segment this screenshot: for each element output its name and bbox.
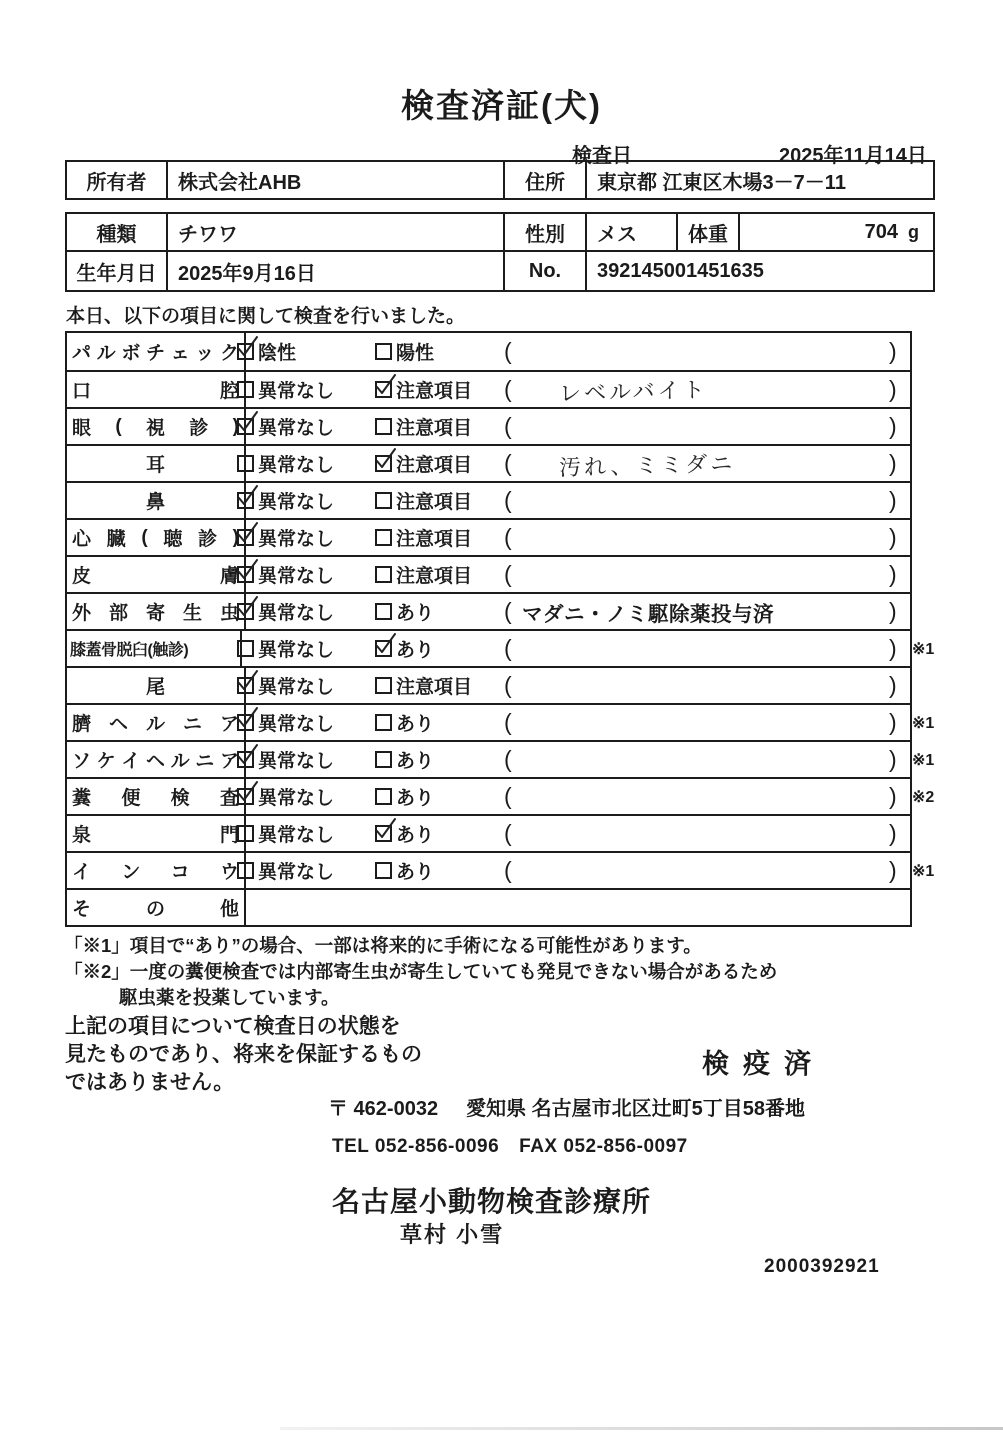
exam-row-label: 耳 — [67, 446, 246, 481]
clinic-name: 名古屋小動物検査診療所 — [332, 1186, 652, 1217]
footnote-mark: ※1 — [912, 640, 935, 658]
weight-label: 体重 — [678, 214, 740, 250]
check-stroke — [236, 743, 259, 768]
label-char: 生 — [182, 603, 202, 624]
close-paren: ) — [889, 635, 897, 661]
owner-value: 株式会社AHB — [168, 162, 505, 198]
no-value: 392145001451635 — [597, 259, 764, 282]
label-char: ヘ — [108, 714, 128, 735]
exam-row — [67, 814, 910, 851]
exam-row — [67, 370, 910, 407]
close-paren: ) — [889, 598, 897, 624]
close-paren: ) — [889, 820, 897, 846]
label-char: 査 — [219, 788, 239, 809]
checkbox-unchecked-icon — [375, 862, 392, 879]
check-stroke — [236, 558, 259, 583]
label-char: パ — [72, 343, 92, 364]
exam-row — [67, 851, 935, 888]
checkbox-unchecked-icon — [375, 788, 392, 805]
close-paren: ) — [889, 376, 897, 402]
option-label: あり — [396, 714, 435, 735]
exam-row-label — [67, 705, 246, 740]
birth-value: 2025年9月16日 — [168, 252, 505, 290]
close-paren: ) — [889, 672, 897, 698]
check-stroke — [236, 335, 259, 360]
exam-row — [67, 592, 910, 629]
exam-option — [237, 483, 334, 518]
option-label: あり — [396, 825, 435, 846]
open-paren: ( — [504, 524, 512, 550]
exam-option — [375, 779, 434, 814]
exam-row — [67, 407, 910, 444]
option-label: 異常なし — [258, 603, 335, 624]
open-paren: ( — [504, 672, 512, 698]
label-char: 虫 — [219, 603, 239, 624]
label-char: ( — [115, 415, 122, 437]
exam-option — [375, 483, 472, 518]
checkbox-unchecked-icon — [375, 418, 392, 435]
check-stroke — [236, 669, 259, 694]
owner-label: 所有者 — [67, 162, 168, 198]
check-stroke — [236, 410, 259, 435]
weight-value-cell — [740, 214, 933, 250]
option-label: 注意項目 — [396, 529, 473, 550]
option-label: 異常なし — [258, 640, 335, 661]
close-paren: ) — [889, 487, 897, 513]
label-char: 膚 — [219, 566, 239, 587]
check-stroke — [374, 373, 397, 398]
checkbox-unchecked-icon — [237, 381, 254, 398]
disclaimer-line: 見たものであり、将来を保証するもの — [65, 1043, 422, 1066]
close-paren: ) — [889, 338, 897, 364]
label-char: そ — [72, 899, 92, 920]
exam-option — [237, 333, 296, 370]
checkbox-checked-icon — [237, 714, 254, 731]
exam-row-label: 鼻 — [67, 483, 246, 518]
label-char: ア — [219, 751, 239, 772]
label-char: 視 — [145, 418, 165, 439]
check-stroke — [236, 595, 259, 620]
weight-value: 704 — [864, 220, 898, 243]
owner-table — [65, 160, 935, 200]
exam-row — [67, 777, 935, 814]
disclaimer-line: 上記の項目について検査日の状態を — [65, 1015, 401, 1038]
sex-value: メス — [587, 214, 678, 250]
label-char: ) — [232, 526, 239, 548]
label-char: ( — [141, 526, 148, 548]
breed-label: 種類 — [67, 214, 168, 250]
option-label: 注意項目 — [396, 455, 473, 476]
clinic-fax: FAX 052-856-0097 — [519, 1136, 688, 1157]
label-char: ニ — [182, 714, 202, 735]
option-label: 異常なし — [258, 788, 335, 809]
check-stroke — [374, 817, 397, 842]
exam-row-label — [67, 594, 246, 629]
label-char: ェ — [170, 343, 190, 364]
quarantine-stamp: 検疫済 — [702, 1049, 825, 1079]
option-label: 異常なし — [258, 529, 335, 550]
address-value: 東京都 江東区木場3－7－11 — [597, 171, 846, 194]
exam-row-label — [67, 557, 246, 592]
check-stroke — [236, 706, 259, 731]
checkbox-unchecked-icon — [237, 825, 254, 842]
option-label: あり — [396, 603, 435, 624]
option-label: あり — [396, 640, 435, 661]
exam-option — [375, 742, 434, 777]
birth-row — [67, 252, 933, 290]
label-char: ア — [219, 714, 239, 735]
open-paren: ( — [504, 338, 512, 364]
label-char: ) — [232, 415, 239, 437]
disclaimer-line: ではありません。 — [65, 1071, 235, 1094]
footnote-mark: ※1 — [912, 862, 935, 880]
label-char: ク — [219, 343, 239, 364]
option-label: 注意項目 — [396, 418, 473, 439]
exam-option — [237, 853, 334, 888]
label-char: 門 — [219, 825, 239, 846]
label-char: 診 — [189, 418, 209, 439]
exam-row-label — [67, 333, 246, 370]
checkbox-unchecked-icon — [375, 603, 392, 620]
sex-label: 性別 — [505, 214, 587, 250]
footnote-2-line2: 駆虫薬を投薬しています。 — [119, 987, 340, 1008]
checkbox-unchecked-icon — [375, 677, 392, 694]
option-label: 注意項目 — [396, 677, 473, 698]
exam-row — [67, 740, 935, 777]
exam-row — [67, 888, 910, 925]
label-char: ボ — [121, 343, 141, 364]
option-label: あり — [396, 788, 435, 809]
checkbox-checked-icon — [375, 381, 392, 398]
close-paren: ) — [889, 524, 897, 550]
label-char: ル — [170, 751, 190, 772]
label-char: 泉 — [72, 825, 92, 846]
handwritten-note: 汚れ、ミミダニ — [558, 450, 736, 481]
footnote-mark: ※1 — [912, 751, 935, 769]
open-paren: ( — [504, 450, 512, 476]
clinic-telfax-line — [332, 1136, 688, 1158]
open-paren: ( — [504, 561, 512, 587]
option-label: 異常なし — [258, 566, 335, 587]
exam-date-label: 検査日 — [572, 145, 632, 167]
intro-sentence: 本日、以下の項目に関して検査を行いました。 — [66, 306, 466, 327]
label-char: ル — [145, 714, 165, 735]
label-char: イ — [72, 862, 92, 883]
scan-edge-artifact — [280, 1427, 1003, 1430]
exam-option — [375, 409, 472, 444]
exam-option — [375, 446, 472, 481]
open-paren: ( — [504, 746, 512, 772]
label-char: ッ — [195, 343, 215, 364]
printed-note: マダニ・ノミ駆除薬投与済 — [522, 602, 774, 626]
label-char: 眼 — [72, 418, 92, 439]
handwritten-note: レベルバイト — [558, 377, 708, 406]
owner-row — [67, 162, 933, 198]
checkbox-checked-icon — [237, 788, 254, 805]
checkbox-checked-icon — [237, 418, 254, 435]
weight-unit: g — [908, 221, 919, 242]
exam-row-label — [67, 816, 246, 851]
serial-number: 2000392921 — [764, 1256, 880, 1277]
exam-option — [375, 520, 472, 555]
exam-row-label — [67, 742, 246, 777]
exam-row-label — [67, 853, 246, 888]
label-char: イ — [121, 751, 141, 772]
exam-option — [375, 705, 434, 740]
open-paren: ( — [504, 709, 512, 735]
breed-row — [67, 214, 933, 252]
label-char: 臍 — [72, 714, 92, 735]
label-char: 糞 — [72, 788, 92, 809]
exam-option — [237, 372, 334, 407]
exam-row-label — [67, 520, 246, 555]
exam-row — [67, 333, 910, 370]
exam-table — [65, 331, 935, 927]
checkbox-unchecked-icon — [375, 714, 392, 731]
exam-row — [67, 555, 910, 592]
option-label: 陰性 — [258, 343, 297, 364]
label-char: コ — [170, 862, 190, 883]
footnote-1: 「※1」項目で“あり”の場合、一部は将来的に手術になる可能性があります。 — [64, 935, 702, 956]
checkbox-unchecked-icon — [375, 343, 392, 360]
exam-option — [375, 372, 472, 407]
exam-row-label: 尾 — [67, 668, 246, 703]
birth-label: 生年月日 — [67, 252, 168, 290]
footnote-mark: ※1 — [912, 714, 935, 732]
label-char: 便 — [121, 788, 141, 809]
checkbox-unchecked-icon — [237, 640, 254, 657]
address-label: 住所 — [505, 162, 587, 198]
checkbox-unchecked-icon — [375, 529, 392, 546]
clinic-tel: TEL 052-856-0096 — [332, 1136, 500, 1157]
exam-row-label — [67, 890, 246, 925]
exam-row-label — [67, 372, 246, 407]
option-label: 異常なし — [258, 455, 335, 476]
exam-option — [237, 409, 334, 444]
clinic-address: 愛知県 名古屋市北区辻町5丁目58番地 — [466, 1098, 806, 1120]
label-char: 外 — [72, 603, 92, 624]
exam-option — [237, 520, 334, 555]
exam-option — [237, 668, 334, 703]
option-label: 異常なし — [258, 492, 335, 513]
exam-row — [67, 703, 935, 740]
label-char: チ — [145, 343, 165, 364]
option-label: あり — [396, 751, 435, 772]
exam-date-value: 2025年11月14日 — [779, 145, 927, 167]
footnote-2-line1: 「※2」一度の糞便検査では内部寄生虫が寄生していても発見できない場合があるため — [64, 961, 778, 982]
label-char: 臓 — [106, 529, 126, 550]
close-paren: ) — [889, 561, 897, 587]
open-paren: ( — [504, 376, 512, 402]
check-stroke — [236, 780, 259, 805]
label-char: 口 — [72, 381, 92, 402]
exam-row-label: 膝蓋骨脱臼(触診) — [67, 631, 242, 666]
exam-option — [375, 594, 434, 629]
checkbox-checked-icon — [237, 677, 254, 694]
close-paren: ) — [889, 857, 897, 883]
exam-row — [67, 444, 910, 481]
exam-option — [237, 816, 334, 851]
checkbox-checked-icon — [375, 455, 392, 472]
breed-value: チワワ — [168, 214, 505, 250]
check-stroke — [374, 447, 397, 472]
exam-option — [375, 668, 472, 703]
exam-option — [375, 333, 434, 370]
clinic-postal-code: 〒 462-0032 — [328, 1098, 439, 1120]
exam-option — [237, 742, 334, 777]
open-paren: ( — [504, 857, 512, 883]
label-char: 皮 — [72, 566, 92, 587]
option-label: 注意項目 — [396, 381, 473, 402]
footnote-mark: ※2 — [912, 788, 935, 806]
exam-row — [67, 666, 910, 703]
label-char: 心 — [72, 529, 92, 550]
open-paren: ( — [504, 487, 512, 513]
check-stroke — [236, 521, 259, 546]
checkbox-unchecked-icon — [237, 455, 254, 472]
checkbox-checked-icon — [237, 492, 254, 509]
option-label: 異常なし — [258, 862, 335, 883]
exam-option — [237, 557, 334, 592]
option-label: 異常なし — [258, 418, 335, 439]
exam-row — [67, 481, 910, 518]
check-stroke — [236, 484, 259, 509]
close-paren: ) — [889, 746, 897, 772]
checkbox-unchecked-icon — [375, 751, 392, 768]
option-label: 異常なし — [258, 714, 335, 735]
label-char: 検 — [170, 788, 190, 809]
no-label: No. — [505, 252, 587, 290]
exam-row — [67, 629, 935, 666]
exam-option — [237, 631, 334, 666]
checkbox-unchecked-icon — [375, 566, 392, 583]
exam-row-label — [67, 779, 246, 814]
label-char: ウ — [219, 862, 239, 883]
open-paren: ( — [504, 635, 512, 661]
check-stroke — [374, 632, 397, 657]
close-paren: ) — [889, 450, 897, 476]
label-char: 寄 — [145, 603, 165, 624]
veterinarian-name: 草村 小雪 — [400, 1222, 505, 1247]
option-label: 異常なし — [258, 751, 335, 772]
label-char: ケ — [96, 751, 116, 772]
exam-row — [67, 518, 910, 555]
exam-option — [237, 705, 334, 740]
checkbox-checked-icon — [237, 603, 254, 620]
exam-option — [375, 631, 434, 666]
label-char: ヘ — [145, 751, 165, 772]
option-label: 異常なし — [258, 825, 335, 846]
clinic-address-line — [328, 1092, 805, 1121]
close-paren: ) — [889, 783, 897, 809]
label-char: の — [145, 899, 165, 920]
label-char: ル — [96, 343, 116, 364]
page-title: 検査済証(犬) — [401, 87, 602, 124]
checkbox-checked-icon — [237, 566, 254, 583]
label-char: ソ — [72, 751, 92, 772]
info-table — [65, 212, 935, 292]
open-paren: ( — [504, 820, 512, 846]
close-paren: ) — [889, 709, 897, 735]
checkbox-unchecked-icon — [237, 862, 254, 879]
option-label: 注意項目 — [396, 566, 473, 587]
exam-row-label — [67, 409, 246, 444]
label-char: 聴 — [163, 529, 183, 550]
open-paren: ( — [504, 598, 512, 624]
open-paren: ( — [504, 413, 512, 439]
checkbox-checked-icon — [237, 751, 254, 768]
exam-option — [237, 446, 334, 481]
label-char: ン — [121, 862, 141, 883]
checkbox-checked-icon — [237, 529, 254, 546]
exam-option — [237, 594, 334, 629]
label-char: ニ — [195, 751, 215, 772]
option-label: 異常なし — [258, 677, 335, 698]
close-paren: ) — [889, 413, 897, 439]
exam-option — [375, 557, 472, 592]
option-label: 異常なし — [258, 381, 335, 402]
exam-option — [375, 853, 434, 888]
label-char: 部 — [108, 603, 128, 624]
option-label: 注意項目 — [396, 492, 473, 513]
label-char: 腔 — [219, 381, 239, 402]
checkbox-unchecked-icon — [375, 492, 392, 509]
option-label: 陽性 — [396, 343, 435, 364]
exam-option — [237, 779, 334, 814]
checkbox-checked-icon — [237, 343, 254, 360]
label-char: 他 — [219, 899, 239, 920]
exam-option — [375, 816, 434, 851]
option-label: あり — [396, 862, 435, 883]
open-paren: ( — [504, 783, 512, 809]
label-char: 診 — [198, 529, 218, 550]
checkbox-checked-icon — [375, 640, 392, 657]
checkbox-checked-icon — [375, 825, 392, 842]
